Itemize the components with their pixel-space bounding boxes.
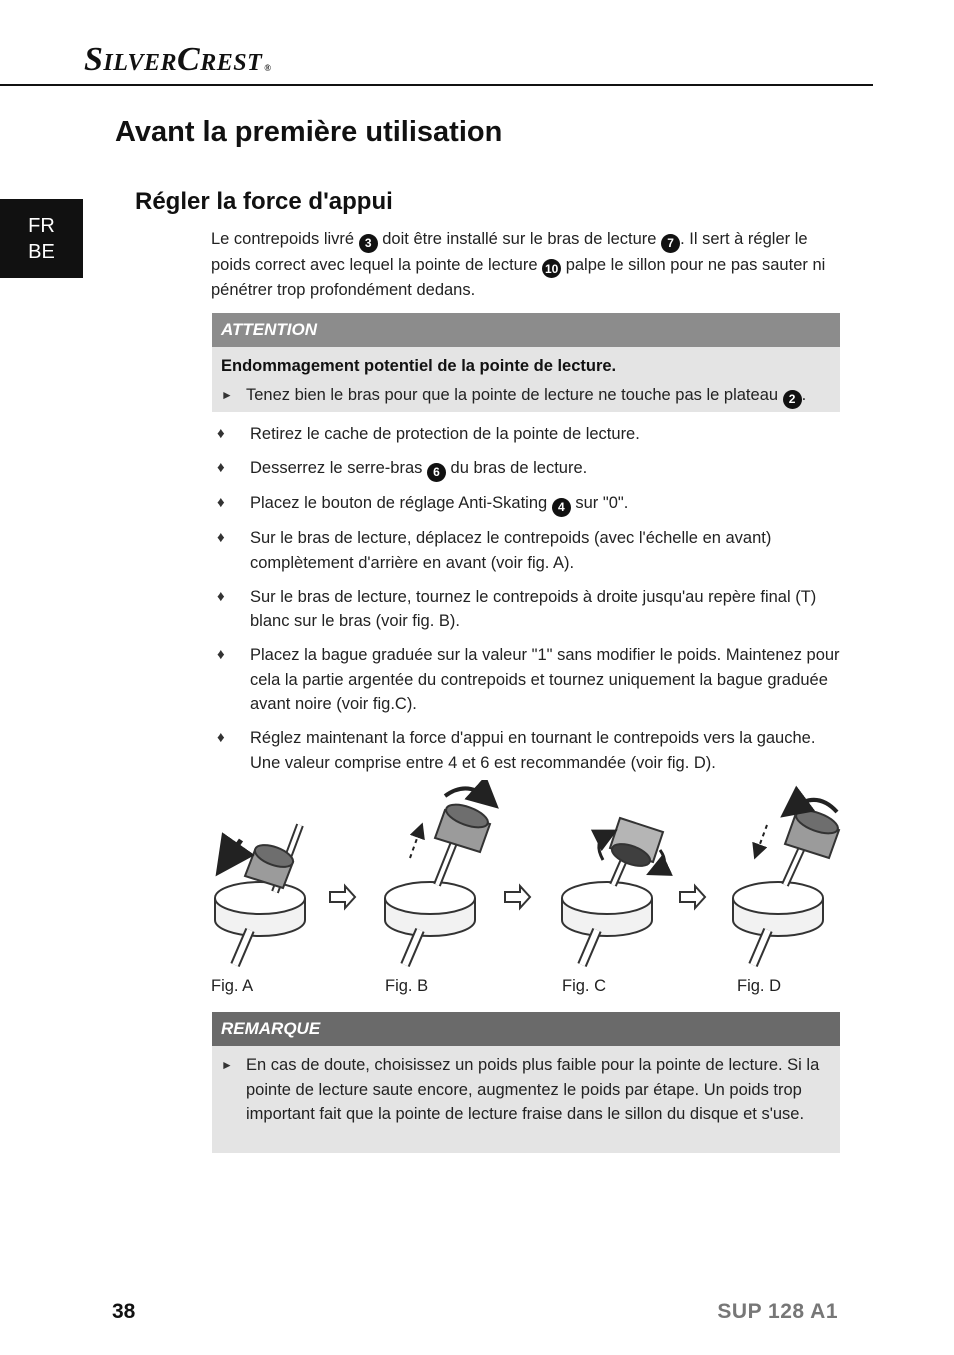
note-text: En cas de doute, choisissez un poids plus faible pour la pointe de lecture. Si la pointe de lecture saute encore, augmentez le poids par étape. Un poids trop important fait que la pointe de lecture fraise dans le sillon du disque et s'use. [246,1056,820,1123]
part-number-badge: 7 [661,234,680,253]
arm-base-illustration [562,882,652,965]
section-title: Régler la force d'appui [135,188,393,215]
counterweight-illustration [435,800,491,852]
language-code-be: BE [28,240,55,263]
intro-text: Le contrepoids livré [211,230,359,248]
pointer-arrow-icon: ► [221,1058,233,1072]
part-number-badge: 2 [783,390,802,409]
diamond-bullet-icon: ♦ [217,646,225,663]
rotate-left-arrow-icon [599,835,607,860]
step-text: Sur le bras de lecture, déplacez le contrepoids (avec l'échelle en avant) complètement d'arrière en avant (voir fig. A). [250,529,772,572]
diamond-bullet-icon: ♦ [217,529,225,546]
list-item [211,726,841,775]
note-item [212,1046,840,1127]
step-text: Retirez le cache de protection de la pointe de lecture. [250,425,640,443]
step-text: Réglez maintenant la force d'appui en tournant le contrepoids vers la gauche. Une valeur comprise entre 4 et 6 est recommandée (voir fig. D). [250,729,816,772]
part-number-badge: 3 [359,234,378,253]
intro-text: palpe le sillon pour ne pas sauter ni pénétrer trop profondément dedans. [211,255,826,299]
counterweight-figures [205,780,855,970]
next-step-arrow-icon [330,886,355,908]
step-text: Sur le bras de lecture, tournez le contrepoids à droite jusqu'au repère final (T) blanc sur le bras (voir fig. B). [250,587,817,630]
rotate-left-arrow-icon [793,800,837,812]
list-item [211,526,841,575]
figure-d-label: Fig. D [737,977,782,995]
next-step-arrow-icon [505,886,530,908]
direction-arrow-icon [410,830,420,858]
part-number-badge: 10 [542,259,561,278]
direction-arrow-icon [757,825,767,852]
figure-b-label: Fig. B [385,977,429,995]
model-number: SUP 128 A1 [717,1300,838,1323]
figure-a [215,825,305,965]
attention-label: ATTENTION [212,313,840,347]
list-item [211,491,841,517]
diamond-bullet-icon: ♦ [217,729,225,746]
diamond-bullet-icon: ♦ [217,459,225,476]
intro-text: . Il sert à régler le poids correct avec lequel la pointe de lecture [211,230,808,274]
list-item [211,643,841,717]
rotate-right-arrow-icon [445,788,487,798]
attention-text: Tenez bien le bras pour que la pointe de lecture ne touche pas le plateau [246,386,783,404]
step-text [250,491,628,517]
arm-base-illustration [733,882,823,965]
language-tab [0,199,83,278]
rotate-right-arrow-icon [657,850,664,870]
figure-c [562,818,664,965]
counterweight-illustration [609,818,663,870]
step-text [250,456,587,482]
step-text-part: du bras de lecture. [445,459,588,477]
brand-logo [84,40,271,80]
direction-arrow-icon [227,840,241,860]
diamond-bullet-icon: ♦ [217,587,225,605]
note-box [212,1012,840,1153]
figure-d [733,800,841,965]
pointer-arrow-icon: ► [221,388,233,402]
arm-base-illustration [385,882,475,965]
language-code-fr: FR [28,214,55,237]
list-item [211,456,841,482]
brand-name-part1: Silver [84,41,178,78]
intro-paragraph [211,227,841,303]
next-step-arrow-icon [680,886,705,908]
registered-mark: ® [264,63,272,73]
header-rule [0,84,873,86]
brand-name-part2: Crest [177,41,263,78]
attention-item-text [246,383,806,409]
figure-a-label: Fig. A [211,977,254,995]
attention-item [212,383,840,409]
diamond-bullet-icon: ♦ [217,494,225,511]
part-number-badge: 4 [552,498,571,517]
step-text-part: Desserrez le serre-bras [250,459,427,477]
part-number-badge: 6 [427,463,446,482]
list-item [211,585,841,634]
page-number: 38 [112,1300,136,1323]
attention-title: Endommagement potentiel de la pointe de lecture. [221,357,617,375]
counterweight-illustration [785,806,841,858]
intro-text: doit être installé sur le bras de lecture [377,230,662,248]
step-text-part: sur "0". [570,494,629,512]
steps-list [211,422,841,785]
diamond-bullet-icon: ♦ [217,425,225,442]
attention-text-end: . [801,386,807,404]
figure-b [385,788,491,965]
figure-c-label: Fig. C [562,977,607,995]
list-item [211,422,841,447]
step-text: Placez la bague graduée sur la valeur "1" sans modifier le poids. Maintenez pour cela la partie argentée du contrepoids et tournez uniquement la bague graduée avant noire (voir fig.C). [250,646,840,713]
arm-base-illustration [215,882,305,965]
step-text-part: Placez le bouton de réglage Anti-Skating [250,494,552,512]
attention-box [212,313,840,412]
note-label: REMARQUE [212,1012,840,1046]
page-title: Avant la première utilisation [115,116,503,148]
